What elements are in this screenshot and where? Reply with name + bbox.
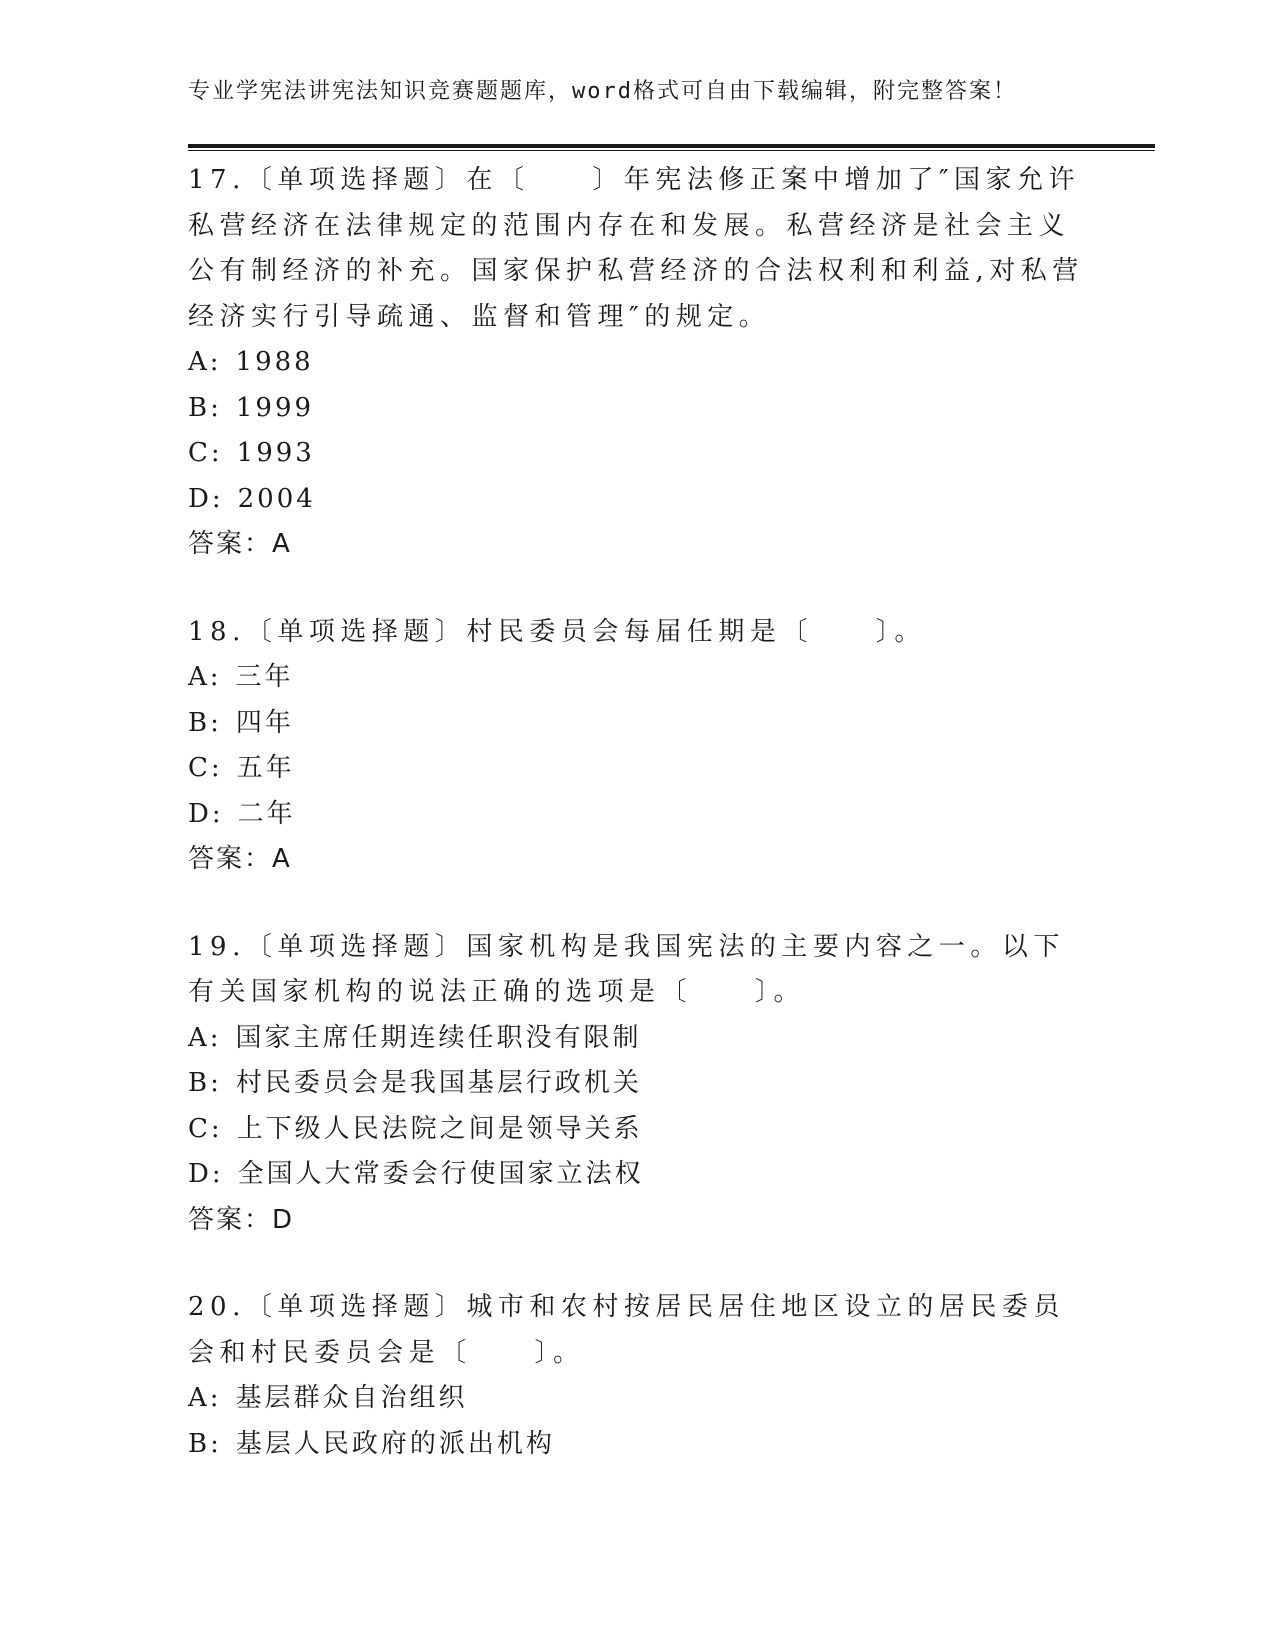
option-a: [188, 340, 1088, 386]
answer: 答案：D: [188, 1204, 295, 1235]
option-a: [188, 1016, 1088, 1062]
option-text: 1988: [235, 347, 314, 377]
option-key: B:: [188, 707, 222, 738]
answer: 答案：A: [188, 844, 292, 874]
option-text: 上下级人民法院之间是领导关系: [236, 1113, 643, 1144]
question-17: [188, 158, 1088, 568]
option-key: A:: [188, 1022, 222, 1053]
option-text: 1999: [235, 392, 315, 423]
question-list: [188, 158, 1088, 1509]
option-c: [188, 746, 1088, 792]
question-text: 20.〔单项选择题〕城市和农村按居民居住地区设立的居民委员会和村民委员会是〔 〕。: [188, 1292, 1065, 1368]
question-18: [188, 610, 1088, 883]
option-text: 三年: [235, 662, 294, 692]
option-text: 1993: [236, 438, 315, 468]
page-header: 专业学宪法讲宪法知识竞赛题题库，word格式可自由下载编辑，附完整答案！: [188, 79, 1017, 104]
option-d: [188, 1152, 1088, 1198]
option-b: [188, 386, 1088, 432]
option-a: [188, 655, 1088, 701]
option-d: [188, 477, 1088, 523]
option-d: [188, 792, 1088, 838]
option-c: [188, 431, 1088, 477]
question-text: 17.〔单项选择题〕在〔 〕年宪法修正案中增加了″国家允许私营经济在法律规定的范围内存在和发展。私营经济是社会主义公有制经济的补充。国家保护私营经济的合法权利和利益,对私营经济实行引导疏通、监督和管理″的规定。: [188, 165, 1084, 332]
option-key: A:: [188, 347, 222, 377]
option-b: [188, 1061, 1088, 1107]
header-divider: [188, 144, 1155, 148]
option-key: C:: [188, 1113, 223, 1144]
option-text: 村民委员会是我国基层行政机关: [235, 1068, 642, 1098]
option-key: D:: [188, 1159, 224, 1189]
option-c: [188, 1107, 1088, 1153]
option-text: 全国人大常委会行使国家立法权: [237, 1159, 644, 1189]
answer: 答案：A: [188, 529, 292, 559]
option-text: 基层群众自治组织: [235, 1383, 468, 1413]
option-text: 二年: [237, 798, 296, 829]
option-key: B:: [188, 1068, 222, 1098]
option-key: C:: [188, 753, 223, 783]
option-key: B:: [188, 392, 222, 423]
option-text: 2004: [237, 483, 316, 514]
option-text: 五年: [236, 753, 295, 783]
option-text: 四年: [235, 707, 294, 738]
header-divider-thin: [188, 150, 1155, 151]
question-19: [188, 925, 1088, 1244]
option-key: C:: [188, 438, 223, 468]
option-key: D:: [188, 798, 224, 829]
question-text: 18.〔单项选择题〕村民委员会每届任期是〔 〕。: [188, 616, 926, 647]
option-text: 基层人民政府的派出机构: [235, 1428, 555, 1459]
option-a: [188, 1376, 1088, 1422]
question-20: [188, 1285, 1088, 1467]
option-key: A:: [188, 662, 222, 692]
option-text: 国家主席任期连续任职没有限制: [235, 1022, 642, 1053]
option-key: D:: [188, 483, 224, 514]
question-text: 19.〔单项选择题〕国家机构是我国宪法的主要内容之一。以下有关国家机构的说法正确的选项是〔 〕。: [188, 931, 1065, 1007]
option-key: B:: [188, 1428, 222, 1459]
option-b: [188, 701, 1088, 747]
option-b: [188, 1422, 1088, 1468]
option-key: A:: [188, 1383, 222, 1413]
